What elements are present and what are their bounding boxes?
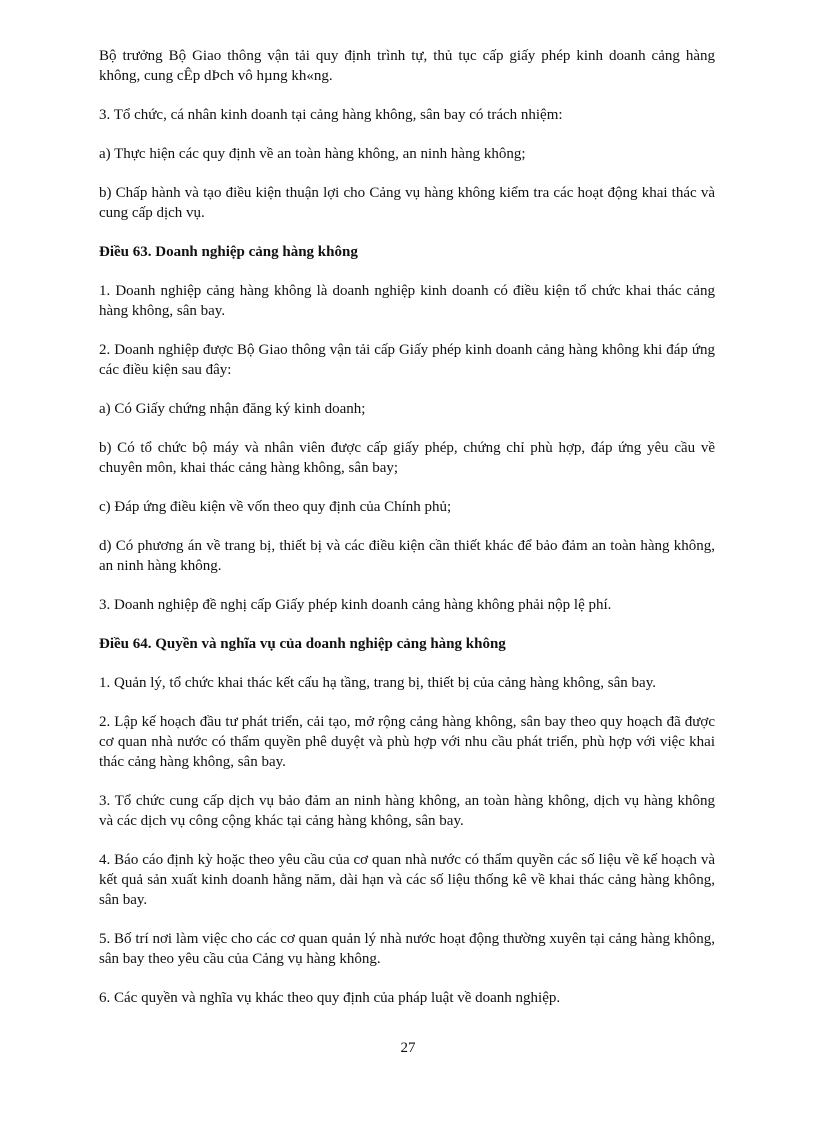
paragraph-art64-clause-6: 6. Các quyền và nghĩa vụ khác theo quy định của pháp luật về doanh nghiệp. <box>99 990 561 1006</box>
paragraph-art63-clause-2: 2. Doanh nghiệp được Bộ Giao thông vận tải cấp Giấy phép kinh doanh cảng hàng không khi đáp ứng các điều kiện sau đây: <box>99 342 715 378</box>
paragraph-clause-3a: a) Thực hiện các quy định về an toàn hàng không, an ninh hàng không; <box>99 146 526 162</box>
paragraph-art63-clause-1: 1. Doanh nghiệp cảng hàng không là doanh nghiệp kinh doanh có điều kiện tổ chức khai thác cảng hàng không, sân bay. <box>99 283 715 319</box>
paragraph-clause-3b: b) Chấp hành và tạo điều kiện thuận lợi cho Cảng vụ hàng không kiểm tra các hoạt động khai thác và cung cấp dịch vụ. <box>99 185 715 221</box>
article-63-heading: Điều 63. Doanh nghiệp cảng hàng không <box>99 244 358 260</box>
paragraph-art63-clause-2a: a) Có Giấy chứng nhận đăng ký kinh doanh; <box>99 401 366 417</box>
paragraph-art64-clause-3: 3. Tổ chức cung cấp dịch vụ bảo đảm an ninh hàng không, an toàn hàng không, dịch vụ hàng không và các dịch vụ công cộng khác tại cảng hàng không, sân bay. <box>99 793 715 829</box>
paragraph-art63-clause-2b: b) Có tổ chức bộ máy và nhân viên được cấp giấy phép, chứng chỉ phù hợp, đáp ứng yêu cầu về chuyên môn, khai thác cảng hàng không, sân bay; <box>99 440 715 476</box>
paragraph-license-procedure: Bộ trưởng Bộ Giao thông vận tải quy định trình tự, thủ tục cấp giấy phép kinh doanh cảng hàng không, cung cÊp dÞch vô hµng kh«ng. <box>99 48 715 84</box>
article-64-heading: Điều 64. Quyền và nghĩa vụ của doanh nghiệp cảng hàng không <box>99 636 506 652</box>
paragraph-art64-clause-4: 4. Báo cáo định kỳ hoặc theo yêu cầu của cơ quan nhà nước có thẩm quyền các số liệu về kế hoạch và kết quả sản xuất kinh doanh hằng năm, dài hạn và các số liệu thống kê về khai thác cảng hàng không, sân bay. <box>99 852 715 908</box>
paragraph-art63-clause-2c: c) Đáp ứng điều kiện về vốn theo quy định của Chính phủ; <box>99 499 452 515</box>
paragraph-art64-clause-2: 2. Lập kế hoạch đầu tư phát triển, cải tạo, mở rộng cảng hàng không, sân bay theo quy hoạch đã được cơ quan nhà nước có thẩm quyền phê duyệt và phù hợp với nhu cầu phát triển, phù hợp với việc khai thác cảng hàng không, sân bay. <box>99 714 715 770</box>
paragraph-art64-clause-5: 5. Bố trí nơi làm việc cho các cơ quan quản lý nhà nước hoạt động thường xuyên tại cảng hàng không, sân bay theo yêu cầu của Cảng vụ hàng không. <box>99 931 715 967</box>
paragraph-art63-clause-3: 3. Doanh nghiệp đề nghị cấp Giấy phép kinh doanh cảng hàng không phải nộp lệ phí. <box>99 597 612 613</box>
paragraph-clause-3: 3. Tổ chức, cá nhân kinh doanh tại cảng hàng không, sân bay có trách nhiệm: <box>99 107 563 123</box>
paragraph-art64-clause-1: 1. Quản lý, tổ chức khai thác kết cấu hạ tầng, trang bị, thiết bị của cảng hàng không, sân bay. <box>99 675 656 691</box>
page-number: 27 <box>400 1040 416 1056</box>
document-page <box>99 46 715 1027</box>
paragraph-art63-clause-2d: d) Có phương án về trang bị, thiết bị và các điều kiện cần thiết khác để bảo đảm an toàn hàng không, an ninh hàng không. <box>99 538 715 574</box>
